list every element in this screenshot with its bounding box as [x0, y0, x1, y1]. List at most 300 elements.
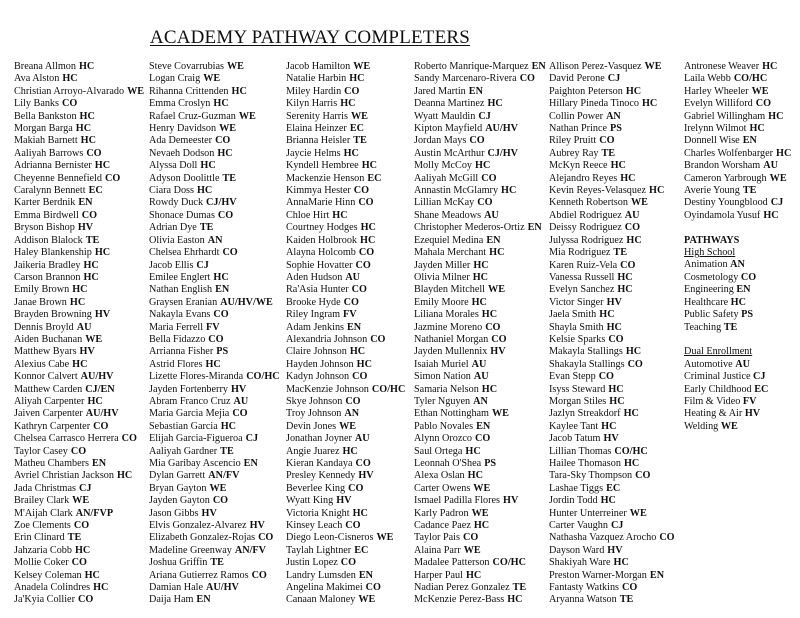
dual-enrollment-pathway-item: [684, 408, 791, 420]
pathway-code: HC: [601, 420, 617, 432]
pathway-code: EN: [736, 284, 751, 296]
pathway-code: HV: [94, 309, 111, 321]
pathway-code: HC: [217, 147, 233, 159]
pathway-code: CO: [355, 259, 371, 271]
student-name: Tyler Nguyen: [414, 395, 471, 407]
student-name: McKyn Reece: [549, 160, 608, 172]
pathway-code: HC: [617, 271, 633, 283]
student-name: Brailey Clark: [14, 495, 70, 507]
completer-row: [149, 123, 280, 135]
completer-row: [414, 582, 546, 594]
completer-row: [149, 557, 280, 569]
pathway-code: AU: [471, 358, 487, 370]
student-name: Lily Banks: [14, 98, 59, 110]
completer-row: [286, 408, 405, 420]
pathway-code: AN: [473, 395, 488, 407]
completer-row: [149, 483, 280, 495]
pathway-code: EN: [468, 85, 483, 97]
completer-row: [286, 73, 405, 85]
student-name: Victoria Knight: [286, 507, 350, 519]
student-name: Karter Berdnik: [14, 197, 76, 209]
dual-enrollment-pathway-item: [684, 396, 791, 408]
student-name: Jazmine Moreno: [414, 321, 483, 333]
student-name: David Perone: [549, 73, 605, 85]
completer-row: [286, 272, 405, 284]
completer-row: [414, 235, 546, 247]
student-name: Troy Johnson: [286, 408, 342, 420]
student-name: Ava Alston: [14, 73, 60, 85]
pathway-code: HC: [93, 582, 109, 594]
student-name: Simon Nation: [414, 371, 471, 383]
pathway-code: CO: [77, 594, 94, 606]
student-name: Carson Brannon: [14, 271, 81, 283]
student-name: Konnor Calvert: [14, 371, 78, 383]
pathway-name: Healthcare: [684, 296, 731, 308]
completer-row: [14, 508, 144, 520]
pathway-code: HC: [481, 309, 498, 321]
pathway-code: CO: [345, 520, 361, 532]
pathway-code: HV: [606, 296, 622, 308]
pathway-code: CO: [622, 582, 638, 594]
pathway-code: HC: [75, 544, 91, 556]
pathway-code: HC: [349, 346, 366, 358]
pathway-code: CJ: [607, 73, 621, 85]
pathway-code: HC: [489, 247, 505, 259]
completer-row: [684, 185, 791, 197]
completer-row: [286, 346, 405, 358]
pathway-code: HC: [94, 160, 111, 172]
student-name: Alyssa Doll: [149, 160, 198, 172]
pathway-code: WE: [203, 73, 221, 85]
student-name: Kilyn Harris: [286, 98, 338, 110]
pathway-code: HC: [623, 458, 640, 469]
pathway-code: WE: [353, 61, 371, 72]
completer-row: [14, 260, 144, 272]
student-name: Alexius Cabe: [14, 358, 70, 370]
completer-row: [549, 334, 675, 346]
completer-row: [14, 421, 144, 433]
pathway-code: CJ/HV: [487, 147, 519, 159]
student-name: Taylah Lightner: [286, 544, 352, 556]
student-name: Charles Wolfenbarger: [684, 147, 774, 159]
completer-row: [414, 483, 546, 495]
pathway-code: WE: [358, 594, 376, 606]
high-school-pathway-item: [684, 284, 791, 296]
pathway-name: Automotive: [684, 358, 736, 370]
completer-row: [149, 260, 280, 272]
completer-row: [14, 173, 144, 185]
completer-row: [549, 532, 675, 544]
student-name: Laila Webb: [684, 73, 731, 85]
pathway-code: CO: [73, 520, 90, 532]
completer-row: [414, 185, 546, 197]
student-name: Aaliyah Gardner: [149, 445, 218, 457]
completer-row: [549, 582, 675, 594]
completer-row: [414, 111, 546, 123]
completer-row: [149, 421, 280, 433]
completer-row: [414, 421, 546, 433]
completer-row: [549, 98, 675, 110]
pathway-code: TE: [601, 147, 616, 159]
completer-row: [286, 322, 405, 334]
spacer: [684, 222, 791, 234]
student-name: Saul Ortega: [414, 445, 463, 457]
student-name: Karly Padron: [414, 507, 469, 519]
student-name: Astrid Flores: [149, 358, 203, 370]
pathway-code: AN: [344, 408, 360, 420]
pathway-code: CO: [343, 296, 359, 308]
completer-row: [286, 470, 405, 482]
completer-row: [549, 247, 675, 259]
pathway-code: WE: [644, 61, 662, 72]
student-name: Vanessa Russell: [549, 271, 615, 283]
student-name: Jonathan Joyner: [286, 433, 352, 445]
student-name: Bella Bankston: [14, 110, 77, 122]
student-name: Deanna Martinez: [414, 98, 485, 110]
student-name: Rafael Cruz-Guzman: [149, 110, 236, 122]
student-name: Jayden Mullennix: [414, 346, 488, 358]
completer-row: [14, 557, 144, 569]
student-name: Isaiah Muriel: [414, 358, 469, 370]
pathway-code: HC: [213, 98, 229, 110]
completer-row: [149, 272, 280, 284]
pathway-code: TE: [613, 247, 627, 259]
completer-row: [286, 135, 405, 147]
student-name: Jahzaria Cobb: [14, 544, 72, 556]
pathway-code: EN: [196, 594, 211, 606]
student-name: Adrian Dye: [149, 222, 197, 234]
student-name: McKenzie Perez-Bass: [414, 594, 505, 606]
pathway-code: EN: [531, 61, 546, 72]
pathway-code: WE: [376, 532, 394, 544]
completer-row: [414, 148, 546, 160]
student-name: Steve Covarrubias: [149, 61, 224, 72]
pathway-code: FV: [206, 321, 220, 333]
completer-row: [286, 446, 405, 458]
student-name: Mia Rodriguez: [549, 247, 611, 259]
pathway-name: Cosmetology: [684, 271, 741, 283]
completer-row: [549, 222, 675, 234]
completer-row: [414, 135, 546, 147]
student-name: Hailee Thomason: [549, 458, 621, 469]
pathway-code: PS: [484, 458, 497, 469]
pathway-code: WE: [720, 420, 738, 432]
student-name: Jacob Hamilton: [286, 61, 351, 72]
pathway-name: Welding: [684, 420, 721, 432]
student-name: Jada Christmas: [14, 482, 76, 494]
pathway-code: HC: [83, 271, 99, 283]
pathway-code: PS: [216, 346, 229, 358]
student-name: Mahala Merchant: [414, 247, 487, 259]
student-name: Irelynn Wilmot: [684, 123, 747, 135]
completer-row: [549, 297, 675, 309]
student-name: Fantasty Watkins: [549, 582, 620, 594]
completer-row: [14, 433, 144, 445]
pathway-code: TE: [199, 222, 214, 234]
pathway-code: CO: [659, 532, 675, 544]
completer-row: [149, 520, 280, 532]
pathway-code: HC: [116, 470, 133, 482]
completer-row: [549, 61, 675, 73]
completer-row: [414, 346, 546, 358]
student-name: Aryanna Watson: [549, 594, 617, 606]
pathway-code: CO/HC: [614, 445, 648, 457]
high-school-pathway-item: [684, 309, 791, 321]
student-name: Addison Blalock: [14, 234, 83, 246]
student-name: Oyindamola Yusuf: [684, 209, 761, 221]
pathway-code: CO/HC: [371, 383, 406, 395]
completer-row: [149, 508, 280, 520]
student-name: Christian Arroyo-Alvarado: [14, 85, 125, 97]
completer-row: [549, 135, 675, 147]
completer-row: [149, 148, 280, 160]
student-name: Alexandria Johnson: [286, 333, 368, 345]
completer-row: [14, 272, 144, 284]
student-name: Julyssa Rodriguez: [549, 234, 624, 246]
student-name: Diego Leon-Cisneros: [286, 532, 374, 544]
student-name: Harley Wheeler: [684, 85, 749, 97]
completer-row: [414, 173, 546, 185]
completer-row: [14, 396, 144, 408]
student-name: Aaliyah McGill: [414, 172, 479, 184]
completer-row: [414, 210, 546, 222]
pathway-code: HV: [336, 495, 352, 507]
completer-row: [286, 309, 405, 321]
pathway-code: HC: [613, 557, 629, 569]
completer-row: [149, 98, 280, 110]
pathway-code: WE: [471, 507, 489, 519]
pathway-code: TE: [85, 234, 100, 246]
pathway-code: WE: [238, 110, 256, 122]
student-name: Henry Davidson: [149, 123, 217, 135]
student-name: Sophie Hovatter: [286, 259, 353, 271]
pathway-code: CO: [491, 333, 507, 345]
completer-row: [286, 86, 405, 98]
completer-row: [286, 247, 405, 259]
student-name: Lashae Tiggs: [549, 482, 604, 494]
pathway-code: AU/HV: [206, 582, 239, 594]
pathway-code: CO: [599, 135, 615, 147]
student-name: Austin McArthur: [414, 147, 485, 159]
completer-row: [14, 470, 144, 482]
completer-row: [414, 334, 546, 346]
completer-row: [286, 334, 405, 346]
student-name: Emily Moore: [414, 296, 469, 308]
completer-row: [549, 483, 675, 495]
completer-row: [286, 433, 405, 445]
completer-row: [414, 458, 546, 470]
student-name: Alejandro Reyes: [549, 172, 618, 184]
completer-row: [549, 309, 675, 321]
student-name: Mia Garibay Ascencio: [149, 458, 241, 469]
pathway-code: WE: [769, 172, 787, 184]
pathway-code: HC: [349, 73, 365, 85]
pathway-code: CO: [469, 135, 485, 147]
student-name: Makiah Barnett: [14, 135, 78, 147]
completer-row: [286, 520, 405, 532]
completer-row: [14, 61, 144, 73]
pathway-code: CO: [344, 85, 360, 97]
pathway-name: Criminal Justice: [684, 371, 754, 383]
completer-row: [684, 86, 791, 98]
completer-row: [14, 197, 144, 209]
student-name: Courtney Hodges: [286, 222, 358, 234]
pathway-code: WE: [127, 85, 145, 97]
student-name: Landry Lumsden: [286, 569, 356, 581]
student-name: Tara-Sky Thompson: [549, 470, 633, 482]
completer-row: [286, 61, 405, 73]
dual-enrollment-pathway-item: [684, 421, 791, 433]
pathway-code: AN: [730, 259, 745, 271]
pathway-code: HC: [642, 98, 658, 110]
student-name: Dayson Ward: [549, 544, 605, 556]
student-name: Donnell Wise: [684, 135, 740, 147]
pathway-code: HV: [603, 433, 619, 445]
pathway-code: HC: [75, 123, 92, 135]
pathway-code: CO: [365, 582, 381, 594]
student-name: Alayna Holcomb: [286, 247, 356, 259]
completer-row: [14, 148, 144, 160]
student-name: Nadian Perez Gonzalez: [414, 582, 510, 594]
student-name: Jayden Gayton: [149, 495, 210, 507]
pathway-code: AU/HV: [85, 408, 119, 420]
completer-row: [286, 185, 405, 197]
completer-row: [149, 197, 280, 209]
pathway-code: HC: [472, 271, 489, 283]
student-name: Mollie Coker: [14, 557, 69, 569]
pathway-code: HC: [78, 61, 95, 72]
pathway-code: HC: [763, 209, 779, 221]
pathway-code: HC: [617, 284, 633, 296]
pathway-code: CJ: [478, 110, 491, 122]
student-name: Hunter Unterreiner: [549, 507, 627, 519]
completer-row: [14, 297, 144, 309]
pathway-code: CO: [627, 358, 643, 370]
student-name: Shonace Dumas: [149, 209, 215, 221]
completer-row: [414, 272, 546, 284]
student-name: Adam Jenkins: [286, 321, 345, 333]
student-name: Pablo Novales: [414, 420, 474, 432]
pathway-code: HV: [201, 507, 217, 519]
pathway-code: WE: [473, 482, 491, 494]
completer-row: [149, 235, 280, 247]
pathway-code: CJ: [610, 520, 624, 532]
completer-row: [149, 334, 280, 346]
high-school-pathway-item: [684, 322, 791, 334]
pathway-code: WE: [209, 482, 227, 494]
pathway-code: CO: [475, 433, 491, 445]
completer-row: [286, 594, 405, 606]
pathway-code: CO: [345, 395, 361, 407]
pathway-code: EN: [476, 420, 491, 432]
student-name: Samaria Nelson: [414, 383, 479, 395]
completer-row: [149, 446, 280, 458]
student-name: Lizette Flores-Miranda: [149, 371, 244, 383]
pathway-code: EN: [527, 222, 542, 234]
student-name: Jordin Todd: [549, 495, 598, 507]
completer-row: [14, 123, 144, 135]
pathway-code: AU: [345, 271, 361, 283]
completer-row: [414, 433, 546, 445]
completer-row: [414, 408, 546, 420]
completer-row: [149, 160, 280, 172]
pathway-code: HC: [356, 358, 372, 370]
completer-row: [149, 470, 280, 482]
completer-row: [684, 148, 791, 160]
student-name: Graysen Eranian: [149, 296, 218, 308]
student-name: Jared Martin: [414, 85, 466, 97]
pathway-code: CO: [70, 445, 87, 457]
pathway-code: HC: [465, 569, 482, 581]
completer-row: [149, 86, 280, 98]
pathway-code: HC: [473, 259, 489, 271]
pathway-code: HC: [467, 470, 483, 482]
pathway-code: HC: [768, 110, 784, 122]
student-name: Kelsie Sparks: [549, 333, 606, 345]
high-school-pathway-item: [684, 272, 791, 284]
completer-row: [286, 197, 405, 209]
pathway-name: Animation: [684, 259, 731, 271]
completer-row: [14, 384, 144, 396]
student-name: Daija Ham: [149, 594, 194, 606]
completer-row: [286, 582, 405, 594]
pathway-name: Early Childhood: [684, 383, 755, 395]
completer-row: [414, 123, 546, 135]
names-column-6: [684, 61, 791, 433]
pathway-code: HC: [332, 209, 348, 221]
pathway-name: Public Safety: [684, 309, 742, 321]
student-name: Sebastian Garcia: [149, 420, 218, 432]
completer-row: [549, 470, 675, 482]
completer-row: [286, 173, 405, 185]
pathway-code: CO: [86, 147, 102, 159]
student-name: Roberto Manrique-Marquez: [414, 61, 529, 72]
pathways-heading: PATHWAYS: [684, 234, 740, 246]
student-name: Shakayla Stallings: [549, 358, 625, 370]
pathway-code: TE: [67, 532, 82, 544]
completer-row: [149, 458, 280, 470]
pathway-code: FV: [343, 309, 357, 321]
pathway-code: WE: [629, 507, 647, 519]
pathway-code: CO: [519, 73, 535, 85]
pathway-code: WE: [488, 284, 505, 296]
completer-row: [286, 458, 405, 470]
student-name: Kevin Reyes-Velasquez: [549, 185, 647, 197]
pathway-code: HV: [358, 470, 374, 482]
completer-row: [414, 495, 546, 507]
student-name: Christopher Mederos-Ortiz: [414, 222, 525, 234]
pathway-code: TE: [210, 557, 224, 569]
completer-row: [286, 570, 405, 582]
completer-row: [414, 160, 546, 172]
completer-row: [549, 210, 675, 222]
column-6-names: [684, 61, 791, 222]
pathway-code: AU: [735, 358, 750, 370]
student-name: Carter Vaughn: [549, 520, 608, 532]
student-name: Aaliyah Barrows: [14, 147, 84, 159]
pathway-code: AU: [354, 433, 370, 445]
student-name: Janae Brown: [14, 296, 67, 308]
completer-row: [286, 508, 405, 520]
pathway-code: CO: [462, 532, 479, 544]
completer-row: [549, 272, 675, 284]
student-name: Skye Johnson: [286, 395, 343, 407]
completer-row: [414, 297, 546, 309]
completer-row: [14, 408, 144, 420]
pathway-code: AN/FV: [234, 544, 267, 556]
pathway-code: CO: [251, 569, 267, 581]
pathway-code: CJ/HV: [206, 197, 237, 209]
